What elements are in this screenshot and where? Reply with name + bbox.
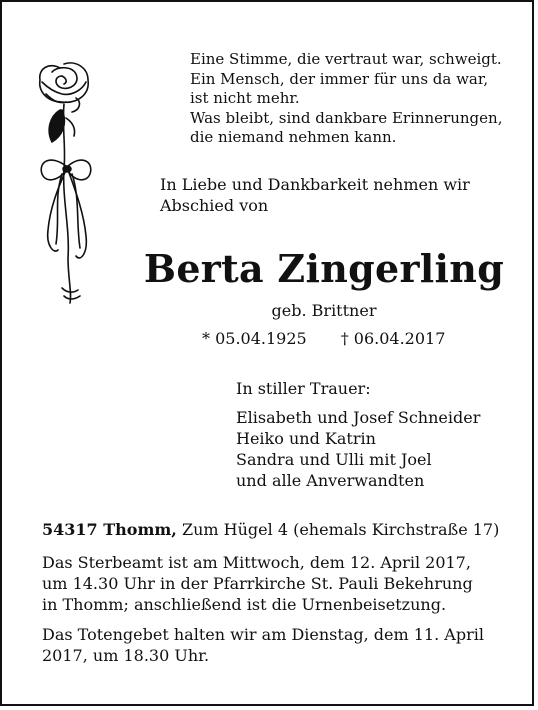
poem-line: die niemand nehmen kann. <box>190 128 397 146</box>
poem-line: Was bleibt, sind dankbare Erinnerungen, <box>190 108 503 127</box>
maiden-name: geb. Brittner <box>271 301 377 320</box>
prayer-info <box>42 624 502 666</box>
prayer-line: 2017, um 18.30 Uhr. <box>42 646 210 665</box>
funeral-line: um 14.30 Uhr in der Pfarrkirche St. Pauli Bekehrung <box>42 574 473 593</box>
address <box>42 520 499 539</box>
intro-line: Abschied von <box>160 196 269 215</box>
death-date: † 06.04.2017 <box>340 329 446 348</box>
mourner-name: und alle Anverwandten <box>236 471 425 490</box>
address-place: 54317 Thomm, <box>42 520 177 539</box>
mourners <box>236 378 480 491</box>
mourner-name: Elisabeth und Josef Schneider <box>236 408 481 427</box>
poem-line: ist nicht mehr. <box>190 89 300 107</box>
mourner-name: Heiko und Katrin <box>236 429 376 448</box>
funeral-info <box>42 552 502 615</box>
address-street: Zum Hügel 4 (ehemals Kirchstraße 17) <box>181 520 500 539</box>
mourners-label: In stiller Trauer: <box>236 379 371 398</box>
funeral-line: Das Sterbeamt ist am Mittwoch, dem 12. April 2017, <box>42 553 471 572</box>
poem <box>190 50 520 148</box>
birth-date: * 05.04.1925 <box>202 329 307 348</box>
prayer-line: Das Totengebet halten wir am Dienstag, dem 11. April <box>42 625 484 644</box>
intro-text <box>160 174 490 216</box>
mourner-name: Sandra und Ulli mit Joel <box>236 450 432 469</box>
deceased-name: Berta Zingerling <box>143 246 505 291</box>
life-dates <box>202 329 445 348</box>
intro-line: In Liebe und Dankbarkeit nehmen wir <box>160 175 470 194</box>
funeral-line: in Thomm; anschließend ist die Urnenbeisetzung. <box>42 595 447 614</box>
poem-line: Ein Mensch, der immer für uns da war, <box>190 69 489 88</box>
poem-line: Eine Stimme, die vertraut war, schweigt. <box>190 50 502 68</box>
